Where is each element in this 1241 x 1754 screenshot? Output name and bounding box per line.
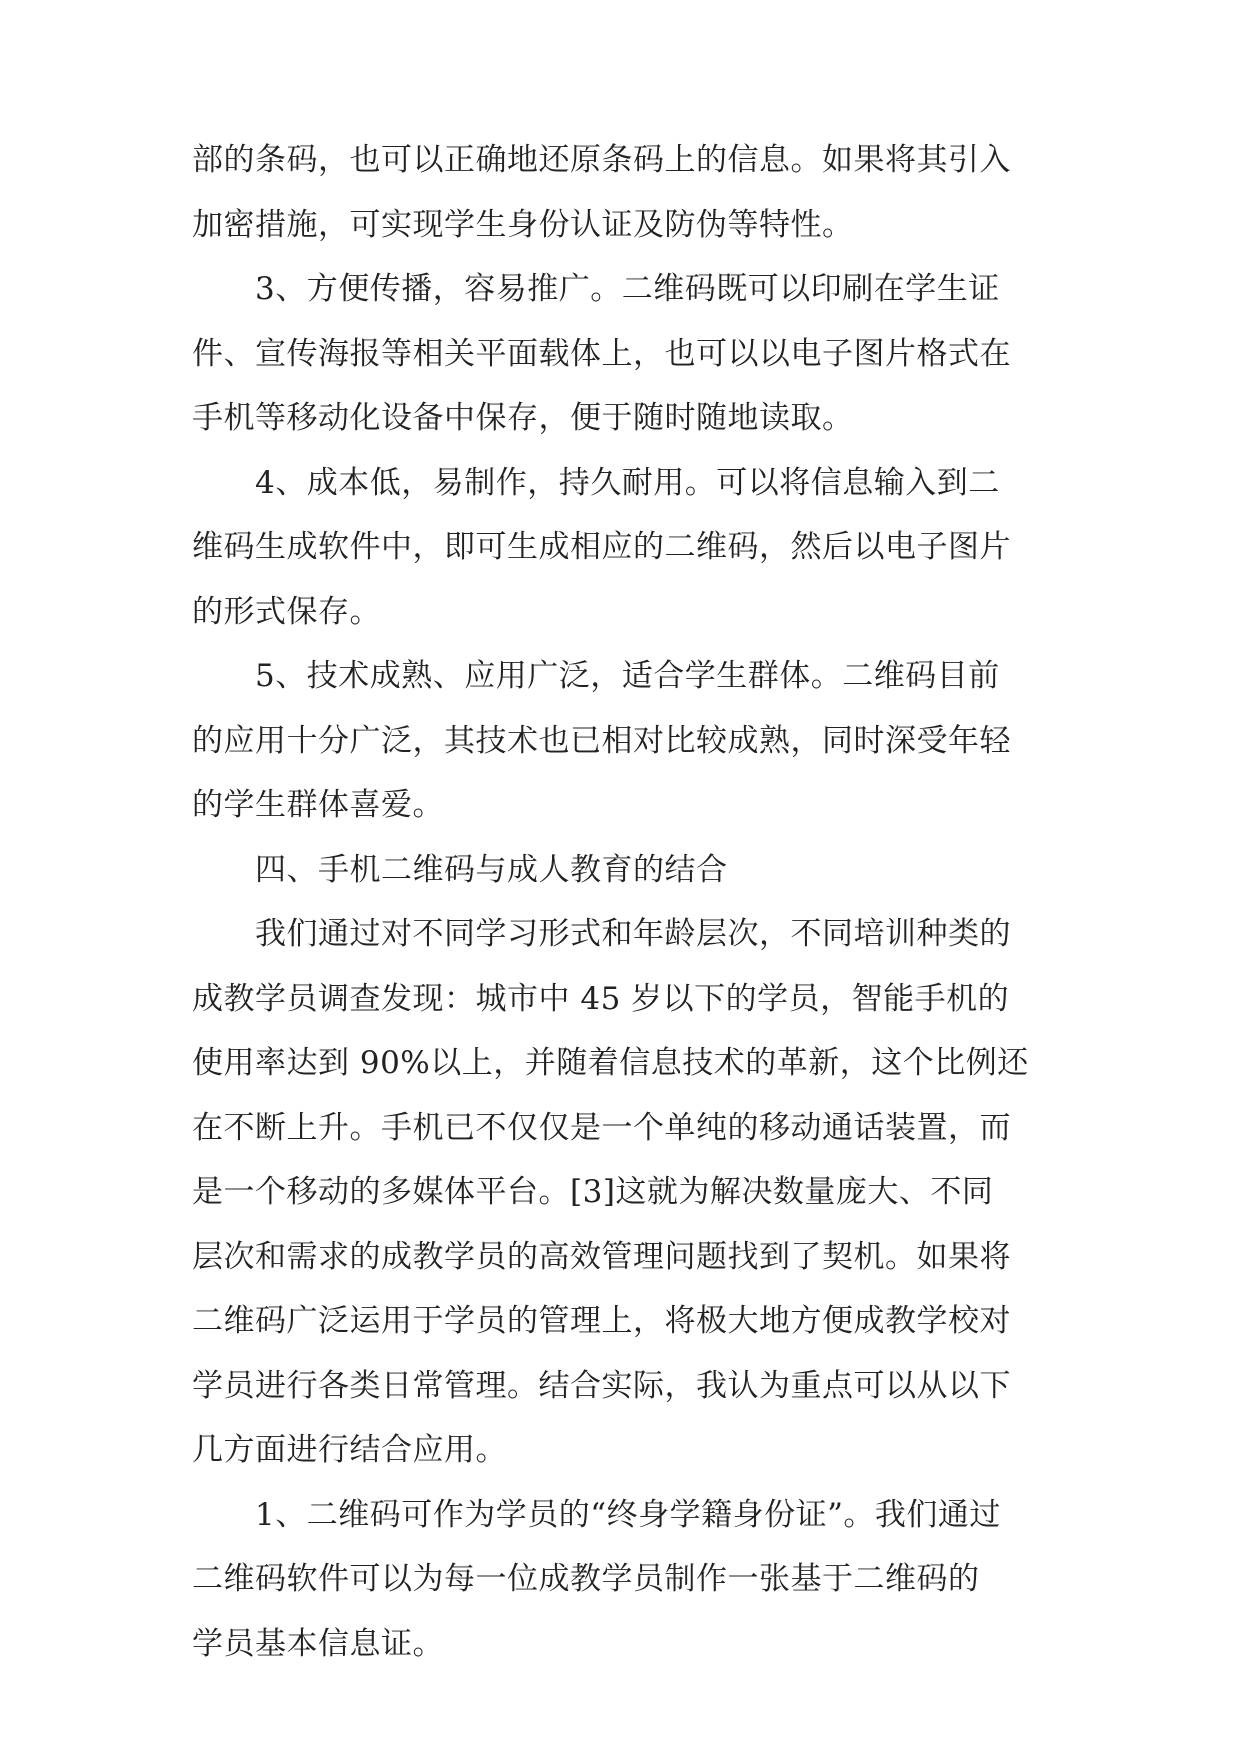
text-line: 二维码软件可以为每一位成教学员制作一张基于二维码的 (192, 1561, 980, 1597)
text-line: 的形式保存。 (192, 593, 381, 630)
text-line: 我们通过对不同学习形式和年龄层次，不同培训种类的 (255, 916, 1011, 952)
text-line: 学员进行各类日常管理。结合实际，我认为重点可以从以下 (192, 1367, 1011, 1404)
text-line: 学员基本信息证。 (192, 1625, 444, 1662)
text-line: 5、技术成熟、应用广泛，适合学生群体。二维码目前 (255, 658, 1000, 694)
text-line: 部的条码，也可以正确地还原条码上的信息。如果将其引入 (192, 142, 1011, 178)
text-line: 维码生成软件中，即可生成相应的二维码，然后以电子图片 (192, 529, 1011, 565)
text-line: 手机等移动化设备中保存，便于随时随地读取。 (192, 400, 854, 436)
text-line: 的应用十分广泛，其技术也已相对比较成熟，同时深受年轻 (192, 722, 1011, 759)
text-line: 3、方便传播，容易推广。二维码既可以印刷在学生证 (255, 271, 1000, 307)
text-line: 加密措施，可实现学生身份认证及防伪等特性。 (192, 206, 854, 243)
text-line: 在不断上升。手机已不仅仅是一个单纯的移动通话装置，而 (192, 1109, 1011, 1146)
text-line: 层次和需求的成教学员的高效管理问题找到了契机。如果将 (192, 1238, 1011, 1275)
text-line: 几方面进行结合应用。 (192, 1432, 507, 1468)
text-line: 成教学员调查发现：城市中 45 岁以下的学员，智能手机的 (192, 980, 1010, 1017)
text-line: 使用率达到 90%以上，并随着信息技术的革新，这个比例还 (192, 1045, 1029, 1081)
section-heading: 四、手机二维码与成人教育的结合 (255, 851, 728, 888)
text-line: 1、二维码可作为学员的“终身学籍身份证”。我们通过 (255, 1496, 1001, 1533)
text-line: 件、宣传海报等相关平面载体上，也可以以电子图片格式在 (192, 335, 1011, 372)
text-line: 是一个移动的多媒体平台。[3]这就为解决数量庞大、不同 (192, 1174, 994, 1210)
text-line: 4、成本低，易制作，持久耐用。可以将信息输入到二 (255, 464, 1000, 501)
text-line: 二维码广泛运用于学员的管理上，将极大地方便成教学校对 (192, 1303, 1011, 1339)
text-line: 的学生群体喜爱。 (192, 787, 444, 823)
